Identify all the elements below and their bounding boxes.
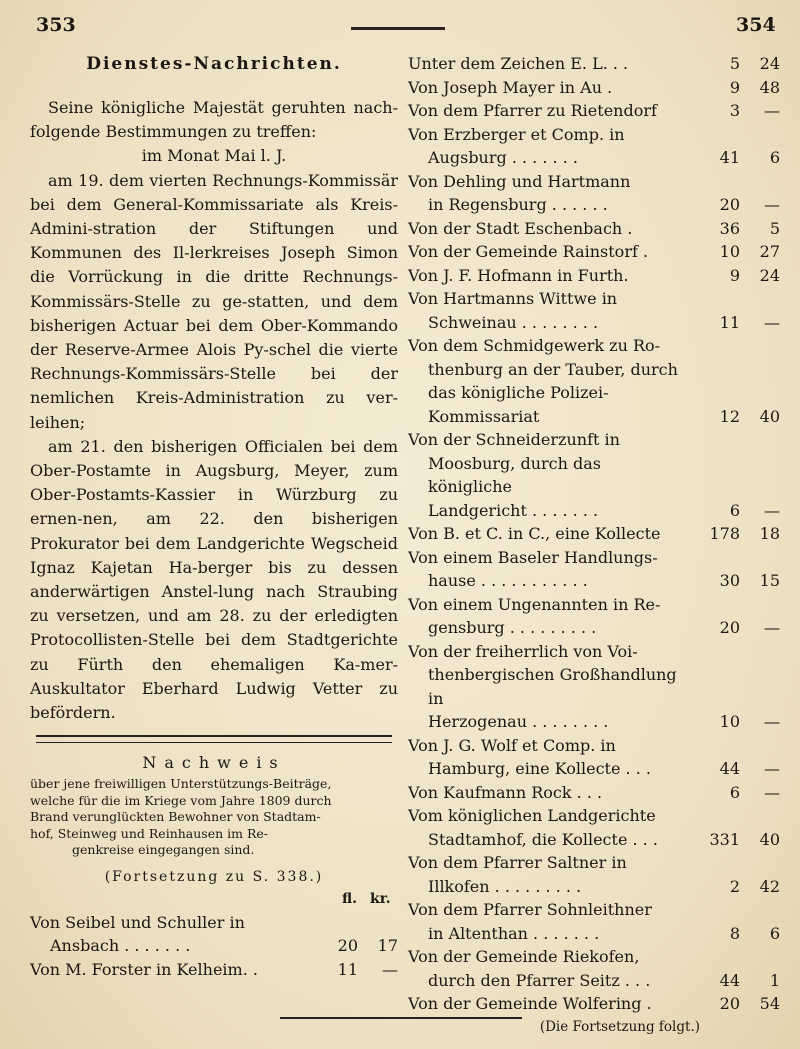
amount-gulden: 11 [719,312,740,332]
continuation-note: (Fortsetzung zu S. 338.) [104,868,324,885]
entry-text: Stadtamhof, die Kollecte . . . [428,829,658,849]
amount-kreuzer: — [764,195,780,214]
section-heading: Dienstes-Nachrichten. [86,54,342,74]
entry-text: Von M. Forster in Kelheim. . [30,959,258,979]
amount-kreuzer: — [764,101,780,120]
entry-text: Von dem Pfarrer zu Rietendorf [408,101,657,120]
right-column [408,52,780,1038]
amount-kreuzer: 40 [759,406,780,426]
amount-kreuzer: 5 [769,218,780,238]
contribution-entry [408,123,780,170]
amount-gulden: 2 [729,876,740,896]
entry-text: Von Hartmanns Wittwe in [408,289,618,308]
contribution-entry [408,287,780,334]
contribution-entry [30,911,398,958]
entry-text: das königliche Polizei-Kommissariat [428,383,609,426]
amount-gulden: 44 [719,970,740,990]
amount-gulden: 331 [709,829,740,849]
entry-text: Von der Stadt Eschenbach . [408,218,633,238]
nachweis-line: welche für die im Kriege vom Jahre 1809 durch [30,792,332,808]
entry-text: thenbergischen Großhandlung in [428,665,677,708]
entry-text: Von der Schneiderzunft in [408,430,620,449]
amount-kreuzer: — [764,500,780,520]
entry-text: Landgericht . . . . . . . [428,500,599,520]
contribution-entry [408,593,780,640]
amount-kreuzer: — [764,312,780,332]
entry-text: thenburg an der Tauber, durch [428,359,678,379]
entry-text: in Altenthan . . . . . . . [428,923,600,943]
kreuzer-unit: kr. [370,890,391,907]
entry-text: Von der freiherrlich von Voi- [408,641,638,661]
entry-text: Unter dem Zeichen E. L. . . [408,54,629,73]
nachweis-title: Nachweis [142,753,286,773]
entry-text: Von einem Baseler Handlungs- [408,547,658,567]
entry-text: Illkofen . . . . . . . . . [428,876,582,896]
contribution-entry [408,640,780,734]
amount-kreuzer: 17 [377,936,398,956]
contribution-entry [408,334,780,428]
entry-text: Ansbach . . . . . . . [50,936,191,956]
entry-text: Moosburg, durch das königliche [428,453,602,496]
entry-text: Von J. F. Hofmann in Furth. [408,265,629,285]
entry-text: Von B. et C. in C., eine Kollecte [408,524,661,543]
amount-gulden: 8 [729,923,740,943]
amount-kreuzer: — [764,712,780,731]
contribution-entry [408,898,780,945]
contribution-entry [408,734,780,781]
nachweis-line: Brand verunglückten Bewohner von Stadtam- [30,809,321,825]
amount-gulden: 41 [719,148,740,167]
amount-kreuzer: 6 [769,148,780,167]
intro-paragraph: Seine königliche Majestät geruhten nach-folgende Bestimmungen zu treffen: [30,98,398,142]
contribution-entry [408,522,780,546]
section-divider [36,735,392,743]
entry-text: Hamburg, eine Kollecte . . . [428,759,651,778]
entry-text: Von dem Pfarrer Saltner in [408,853,627,872]
contribution-entry [408,804,780,851]
page-number-left: 353 [36,14,76,36]
currency-header [30,891,398,911]
nachweis-line: genkreise eingegangen sind. [72,842,255,858]
amount-gulden: 20 [719,994,740,1013]
date-line: im Monat Mai l. J. [141,146,287,166]
amount-gulden: 9 [729,265,740,285]
amount-gulden: 3 [729,101,740,120]
amount-kreuzer: 42 [759,876,780,896]
amount-kreuzer: 15 [759,571,780,590]
amount-kreuzer: — [382,959,398,979]
contribution-entry [408,52,780,76]
contribution-entry [30,958,398,982]
contribution-entry [408,264,780,288]
amount-kreuzer: 18 [759,524,780,543]
entry-text: Von einem Ungenannten in Re- [408,594,661,614]
amount-kreuzer: — [764,782,780,802]
amount-gulden: 10 [719,712,740,731]
amount-gulden: 178 [709,524,740,543]
entry-text: Schweinau . . . . . . . . [428,312,599,332]
gulden-unit: fl. [342,890,358,907]
amount-kreuzer: 40 [759,829,780,849]
contribution-entry [408,851,780,898]
nachweis-line: hof, Steinweg und Reinhausen im Re- [30,825,268,841]
entry-text: Herzogenau . . . . . . . . [428,712,609,731]
contribution-entry [408,992,780,1016]
amount-kreuzer: 48 [759,77,780,97]
entry-text: Vom königlichen Landgerichte [408,806,656,825]
amount-gulden: 6 [729,782,740,802]
entry-text: Von der Gemeinde Wolfering . [408,994,652,1013]
nachweis-description [30,776,398,859]
entry-text: Von dem Schmidgewerk zu Ro- [408,336,661,355]
bottom-rule [280,1017,522,1019]
entry-text: Von der Gemeinde Rainstorf . [408,242,649,261]
right-entries [408,52,780,1016]
entry-text: Von dem Pfarrer Sohnleithner [408,900,652,919]
amount-gulden: 6 [729,500,740,520]
amount-kreuzer: 54 [759,994,780,1013]
amount-gulden: 11 [337,959,358,979]
entry-text: Augsburg . . . . . . . [428,148,578,167]
amount-gulden: 10 [719,242,740,261]
nachweis-line: über jene freiwilligen Unterstützungs-Beiträge, [30,776,332,792]
amount-kreuzer: 24 [759,265,780,285]
contribution-entry [408,428,780,522]
amount-gulden: 12 [719,406,740,426]
amount-kreuzer: 24 [759,54,780,73]
amount-kreuzer: 1 [769,970,780,990]
paragraph-21: am 21. den bisherigen Officialen bei dem Ober-Postamte in Augsburg, Meyer, zum Ober-Postamts-Kassier in Würzburg zu ernen-nen, am 22. den bisherigen Prokurator bei dem Landgerichte Wegscheid Ignaz Kajetan Ha-berger bis zu dessen anderwärtigen Anstel-lung nach Straubing zu versetzen, und am 28. zu der erledigten Protocollisten-Stelle bei dem Stadtgerichte zu Fürth den ehemaligen Ka-mer-Auskultator Eberhard Ludwig Vetter zu befördern. [30,436,398,723]
amount-gulden: 20 [337,936,358,956]
entry-text: Von der Gemeinde Riekofen, [408,947,640,966]
entry-text: Von Erzberger et Comp. in [408,124,625,144]
entry-text: hause . . . . . . . . . . . [428,571,588,590]
entry-text: Von Joseph Mayer in Au . [408,77,613,97]
entry-text: gensburg . . . . . . . . . [428,618,597,637]
contribution-entry [408,781,780,805]
entry-text: Von Dehling und Hartmann [408,171,631,191]
amount-kreuzer: 27 [759,242,780,261]
contribution-entry [408,99,780,123]
amount-gulden: 36 [719,218,740,238]
amount-gulden: 9 [729,77,740,97]
amount-kreuzer: 6 [769,923,780,943]
entry-text: Von Kaufmann Rock . . . [408,782,603,802]
contribution-entry [408,76,780,100]
entry-text: in Regensburg . . . . . . [428,195,608,214]
amount-gulden: 20 [719,195,740,214]
paragraph-19: am 19. dem vierten Rechnungs-Kommissär bei dem General-Kommissariate als Kreis-Admini-stration der Stiftungen und Kommunen des Il-lerkreises Joseph Simon die Vorrückung in die dritte Rechnungs-Kommissärs-Stelle zu ge-statten, und dem bisherigen Actuar bei dem Ober-Kommando der Reserve-Armee Alois Py-schel die vierte Rechnungs-Kommissärs-Stelle bei der nemlichen Kreis-Administration zu ver-leihen; [30,170,398,432]
amount-gulden: 44 [719,759,740,778]
footer-note: (Die Fortsetzung folgt.) [539,1018,700,1035]
left-column [30,52,398,981]
amount-gulden: 5 [729,54,740,73]
contribution-entry [408,217,780,241]
header-rule [351,27,445,30]
amount-kreuzer: — [764,759,780,778]
contribution-entry [408,546,780,593]
entry-text: Von Seibel und Schuller in [30,912,245,932]
contribution-entry [408,170,780,217]
contribution-entry [408,240,780,264]
entry-text: Von J. G. Wolf et Comp. in [408,735,616,755]
left-entries [30,911,398,982]
contribution-entry [408,945,780,992]
amount-gulden: 30 [719,571,740,590]
appointments-text [30,96,398,725]
page-number-right: 354 [736,14,776,36]
amount-kreuzer: — [764,618,780,637]
entry-text: durch den Pfarrer Seitz . . . [428,970,651,990]
amount-gulden: 20 [719,618,740,637]
